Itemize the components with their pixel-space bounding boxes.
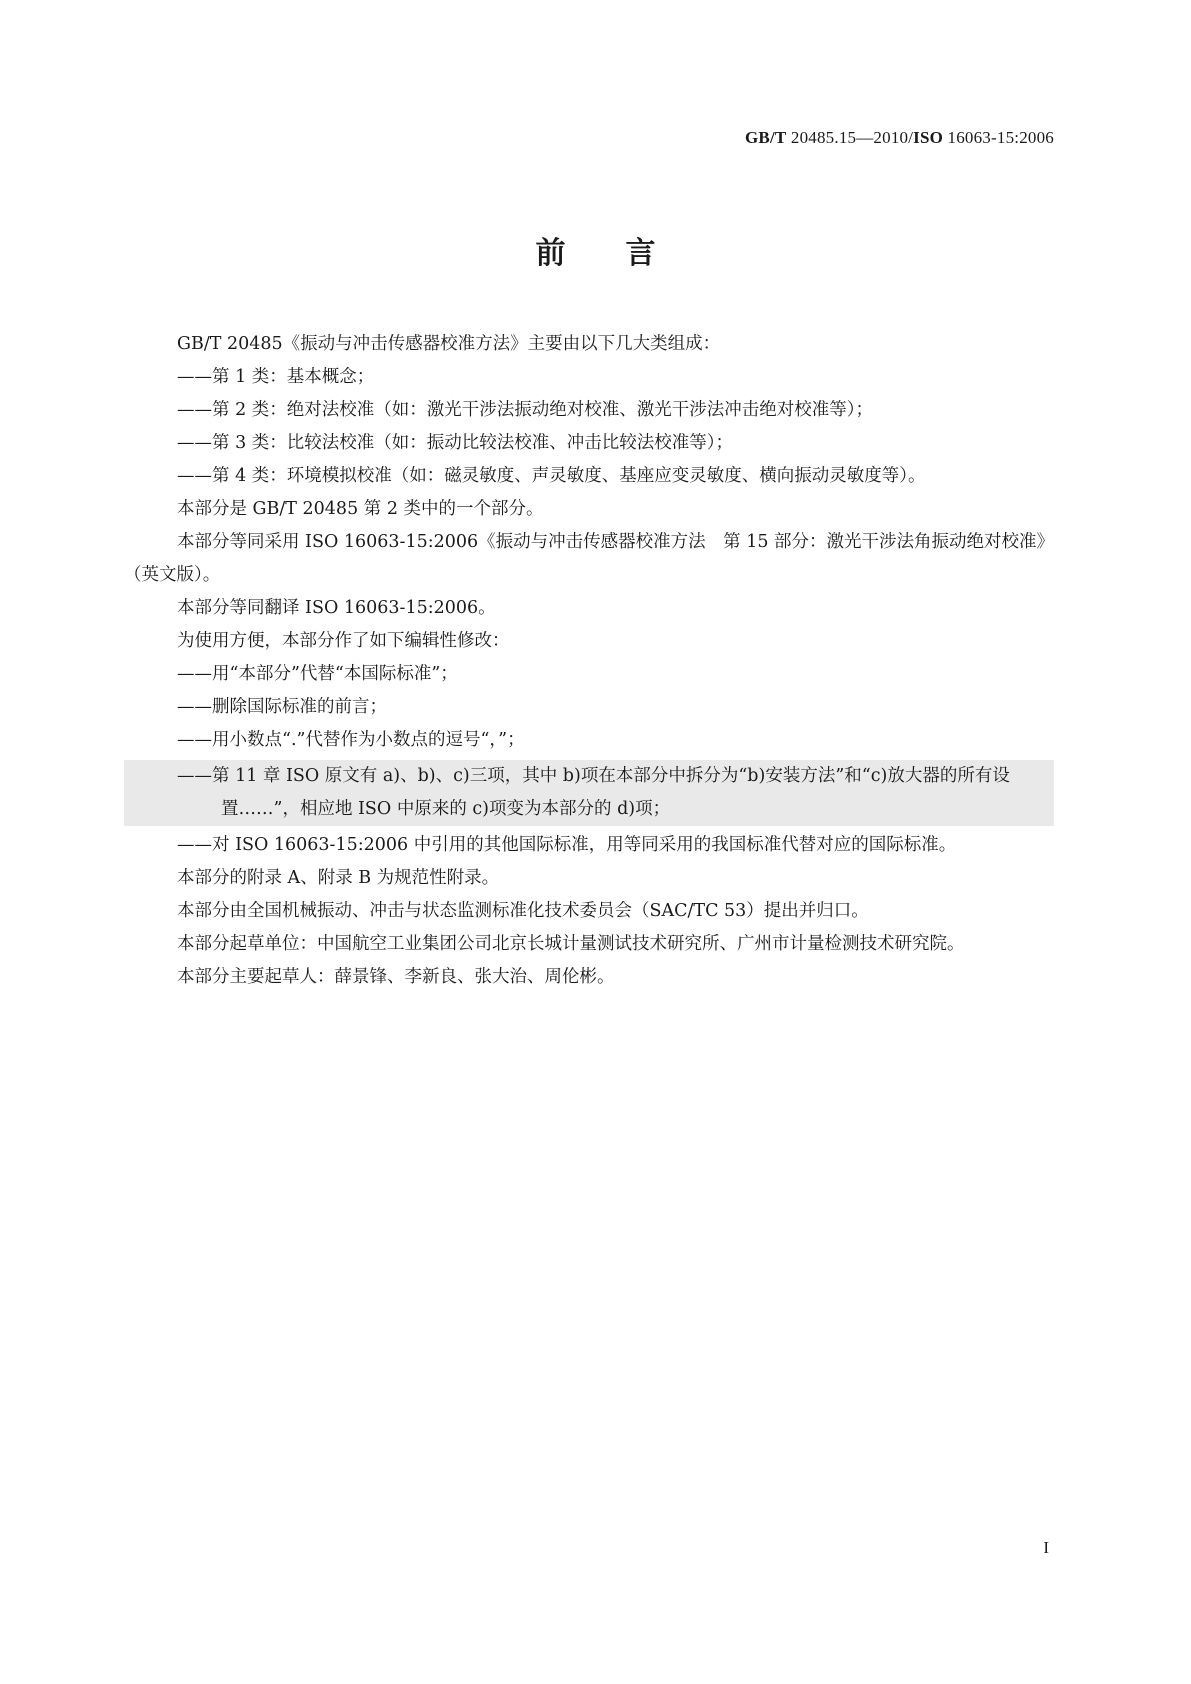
page-title: 前言 [535, 236, 716, 271]
foreword-body [124, 328, 1054, 994]
list-item-edit-5: ——对 ISO 16063-15:2006 中引用的其他国际标准，用等同采用的我国标准代替对应的国际标准。 [177, 835, 957, 855]
page-number: I [1043, 1538, 1049, 1557]
list-item-category-2: ——第 2 类：绝对法校准（如：激光干涉法振动绝对校准、激光干涉法冲击绝对校准等）； [177, 400, 874, 420]
paragraph-edits-intro: 为使用方便，本部分作了如下编辑性修改： [177, 631, 510, 651]
standard-number-header [745, 128, 1054, 148]
paragraph-adoption: 本部分等同采用 ISO 16063-15:2006《振动与冲击传感器校准方法 第 15 部分：激光干涉法角振动绝对校准》（英文版）。 [124, 532, 1046, 585]
list-item-edit-2: ——删除国际标准的前言； [177, 697, 387, 717]
paragraph-annexes: 本部分的附录 A、附录 B 为规范性附录。 [177, 868, 500, 888]
paragraph-translation: 本部分等同翻译 ISO 16063-15:2006。 [177, 598, 496, 618]
std-prefix: GB/T [744, 128, 787, 147]
list-item-edit-1: ——用“本部分”代替“本国际标准”； [177, 664, 458, 684]
list-item-category-4: ——第 4 类：环境模拟校准（如：磁灵敏度、声灵敏度、基座应变灵敏度、横向振动灵敏度等）。 [177, 466, 926, 486]
list-item-edit-4-highlighted: ——第 11 章 ISO 原文有 a)、b)、c)三项，其中 b)项在本部分中拆分为“b)安装方法”和“c)放大器的所有设置……”，相应地 ISO 中原来的 c)项变为本部分的 d)项； [124, 760, 1054, 826]
list-item-category-3: ——第 3 类：比较法校准（如：振动比较法校准、冲击比较法校准等）； [177, 433, 734, 453]
iso-prefix: ISO [913, 128, 944, 147]
list-item-category-1: ——第 1 类：基本概念； [177, 367, 375, 387]
paragraph-drafting-units: 本部分起草单位：中国航空工业集团公司北京长城计量测试技术研究所、广州市计量检测技术研究院。 [177, 934, 965, 954]
paragraph-intro: GB/T 20485《振动与冲击传感器校准方法》主要由以下几大类组成： [177, 334, 721, 354]
paragraph-drafters: 本部分主要起草人：薛景锋、李新良、张大治、周伦彬。 [177, 967, 615, 987]
list-item-edit-3: ——用小数点“.”代替作为小数点的逗号“，”； [177, 730, 525, 750]
std-number: 20485.15—2010/ [786, 128, 914, 147]
paragraph-proposed-by: 本部分由全国机械振动、冲击与状态监测标准化技术委员会（SAC/TC 53）提出并归口。 [177, 901, 869, 921]
paragraph-part-of: 本部分是 GB/T 20485 第 2 类中的一个部分。 [177, 499, 544, 519]
iso-number: 16063-15:2006 [943, 128, 1054, 147]
